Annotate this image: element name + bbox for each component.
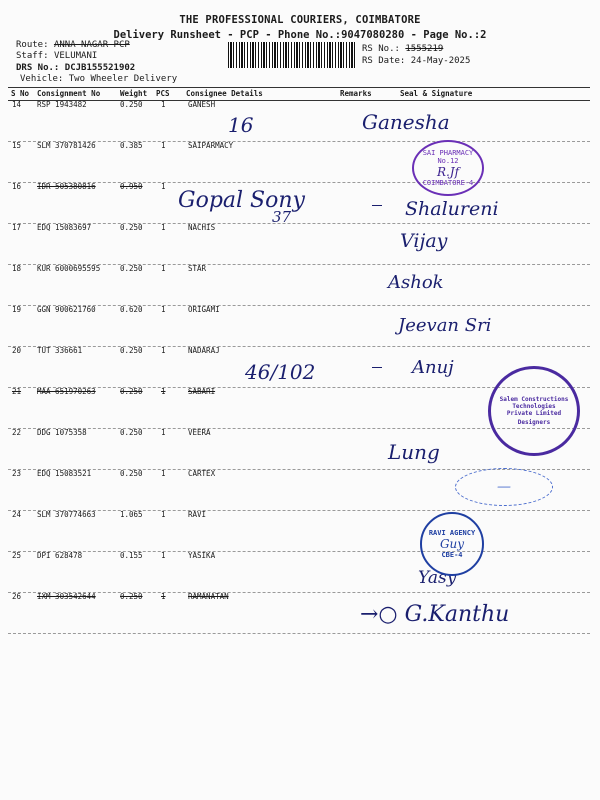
col-weight: Weight	[120, 89, 148, 98]
barcode	[228, 42, 356, 68]
drs-label: DRS No.:	[16, 63, 60, 73]
handwritten-note: 16	[228, 113, 254, 137]
table-row	[8, 141, 590, 183]
signature-nadaraj: Anuj	[412, 357, 454, 378]
row-sno: 20	[12, 346, 22, 355]
row-weight: 0.250	[120, 264, 143, 273]
route-value: ANNA NAGAR PCP	[53, 40, 130, 50]
row-sno: 17	[12, 223, 22, 232]
row-weight: 0.620	[120, 305, 143, 314]
sai-pharmacy-stamp	[412, 140, 484, 196]
company-title: THE PROFESSIONAL COURIERS, COIMBATORE	[179, 14, 421, 26]
row-consignee: RAVI	[188, 510, 207, 519]
row-weight: 0.250	[120, 428, 143, 437]
row-consignee: YASIKA	[188, 551, 216, 560]
row-weight: 0.250	[120, 223, 143, 232]
stamp-text: SAI PHARMACY	[422, 149, 474, 157]
route-line	[16, 40, 130, 51]
stamp-city: COIMBATORE-4	[422, 179, 474, 187]
row-sno: 14	[12, 100, 22, 109]
stamp-inner: Designers	[517, 419, 551, 426]
col-details: Consignee Details	[186, 89, 263, 98]
salem-constructions-stamp	[488, 366, 580, 456]
row-consignment: TUT 336661	[37, 346, 83, 355]
row-weight: 0.250	[120, 592, 143, 601]
row-sno: 18	[12, 264, 22, 273]
stamp-text: RAVI AGENCY	[428, 529, 476, 537]
row-consignment: SLM 370774663	[37, 510, 96, 519]
handwritten-note: 37	[272, 208, 292, 226]
signature-yasika: Yasy	[418, 568, 457, 588]
signature-veera: Lung	[388, 440, 440, 464]
handwritten-note: 46/102	[245, 360, 316, 384]
row-consignment: IXM 303542644	[37, 592, 96, 601]
row-consignment: IDR 505380816	[37, 182, 96, 191]
row-weight: 0.250	[120, 469, 143, 478]
row-pcs: 1	[161, 100, 166, 109]
stamp-signature: Guy	[439, 537, 465, 551]
cartex-mark: —	[497, 479, 511, 495]
runsheet-subtitle: Delivery Runsheet - PCP - Phone No.:9047080280 - Page No.:2	[113, 29, 487, 41]
rs-date: RS Date: 24-May-2025	[362, 56, 471, 66]
row-sno: 22	[12, 428, 22, 437]
row-weight: 0.950	[120, 182, 143, 191]
rs-no-line	[362, 44, 443, 55]
cartex-stamp	[455, 468, 553, 506]
col-seal: Seal & Signature	[400, 89, 473, 98]
vehicle-line: Vehicle: Two Wheeler Delivery	[20, 74, 178, 84]
table-row	[8, 100, 590, 142]
row-pcs: 1	[161, 469, 166, 478]
row-pcs: 1	[161, 387, 166, 396]
row-sno: 26	[12, 592, 22, 601]
row-consignment: SLM 370781426	[37, 141, 96, 150]
row-weight: 1.065	[120, 510, 143, 519]
row-consignment: KUR 6000695595	[37, 264, 101, 273]
row-consignee: CARTEX	[188, 469, 216, 478]
col-sno: S No	[11, 89, 30, 98]
row-consignee: VEERA	[188, 428, 211, 437]
row-consignee: ORIGAMI	[188, 305, 220, 314]
stamp-signature: R.Jf	[436, 165, 460, 179]
row-pcs: 1	[161, 551, 166, 560]
signature-star: Ashok	[388, 272, 444, 293]
handwritten-name: Gopal Sony	[178, 188, 305, 213]
stamp-city: CBE-4	[441, 551, 463, 559]
arrow-icon: →○	[360, 602, 398, 627]
table-header	[8, 87, 590, 101]
col-remarks: Remarks	[340, 89, 372, 98]
staff-label: Staff:	[16, 51, 49, 61]
row-consignment: RSP 1943482	[37, 100, 87, 109]
signature-origami: Jeevan Sri	[398, 315, 492, 336]
row-pcs: 1	[161, 182, 166, 191]
row-consignee: SABARI	[188, 387, 216, 396]
row-sno: 23	[12, 469, 22, 478]
row-consignment: EDQ 15083697	[37, 223, 92, 232]
row-pcs: 1	[161, 264, 166, 273]
signature-ganesh: Ganesha	[362, 110, 450, 134]
row-pcs: 1	[161, 141, 166, 150]
row-pcs: 1	[161, 510, 166, 519]
rs-no-label: RS No.:	[362, 44, 400, 54]
row-consignment: DDG 1075358	[37, 428, 87, 437]
rs-no-value: 1555219	[405, 44, 444, 54]
stamp-text: Salem Constructions Technologies Private Limited	[499, 396, 569, 417]
row-sno: 15	[12, 141, 22, 150]
stamp-inner: No.12	[437, 157, 459, 165]
row-weight: 0.250	[120, 100, 143, 109]
row-weight: 0.155	[120, 551, 143, 560]
row-weight: 0.250	[120, 346, 143, 355]
remark-dash	[372, 205, 382, 206]
row-sno: 19	[12, 305, 22, 314]
table-row	[8, 305, 590, 347]
drs-value: DCJB155521902	[64, 63, 136, 73]
row-sno: 16	[12, 182, 22, 191]
row-consignee: SAIPARMACY	[188, 141, 234, 150]
staff-line	[16, 51, 97, 62]
ravi-agency-stamp	[420, 512, 484, 576]
row-sno: 21	[12, 387, 22, 396]
row-consignee: NADARAJ	[188, 346, 220, 355]
table-row	[8, 551, 590, 593]
row-pcs: 1	[161, 346, 166, 355]
row-pcs: 1	[161, 592, 166, 601]
signature-ramanatan: →○ G.Kanthu	[360, 602, 510, 627]
route-label: Route:	[16, 40, 49, 50]
remark-dash	[372, 367, 382, 368]
table-row	[8, 510, 590, 552]
drs-line	[16, 63, 135, 74]
signature-row16: Shalureni	[405, 198, 499, 220]
row-sno: 25	[12, 551, 22, 560]
row-weight: 0.250	[120, 387, 143, 396]
col-consignment: Consignment No	[37, 89, 101, 98]
row-consignment: MAA 651970263	[37, 387, 96, 396]
row-pcs: 1	[161, 223, 166, 232]
staff-value: VELUMANI	[53, 51, 98, 61]
row-consignment: EDQ 15083521	[37, 469, 92, 478]
row-consignee: RAMANATAN	[188, 592, 229, 601]
row-consignee: STAR	[188, 264, 207, 273]
row-consignee: GANESH	[188, 100, 216, 109]
col-pcs: PCS	[156, 89, 170, 98]
row-sno: 24	[12, 510, 22, 519]
row-pcs: 1	[161, 428, 166, 437]
row-consignee: NACHIS	[188, 223, 216, 232]
row-weight: 0.385	[120, 141, 143, 150]
row-pcs: 1	[161, 305, 166, 314]
row-consignment: GGN 900621760	[37, 305, 96, 314]
signature-nachis: Vijay	[400, 230, 448, 252]
table-row	[8, 223, 590, 265]
table-row	[8, 264, 590, 306]
row-consignment: DPI 628478	[37, 551, 83, 560]
